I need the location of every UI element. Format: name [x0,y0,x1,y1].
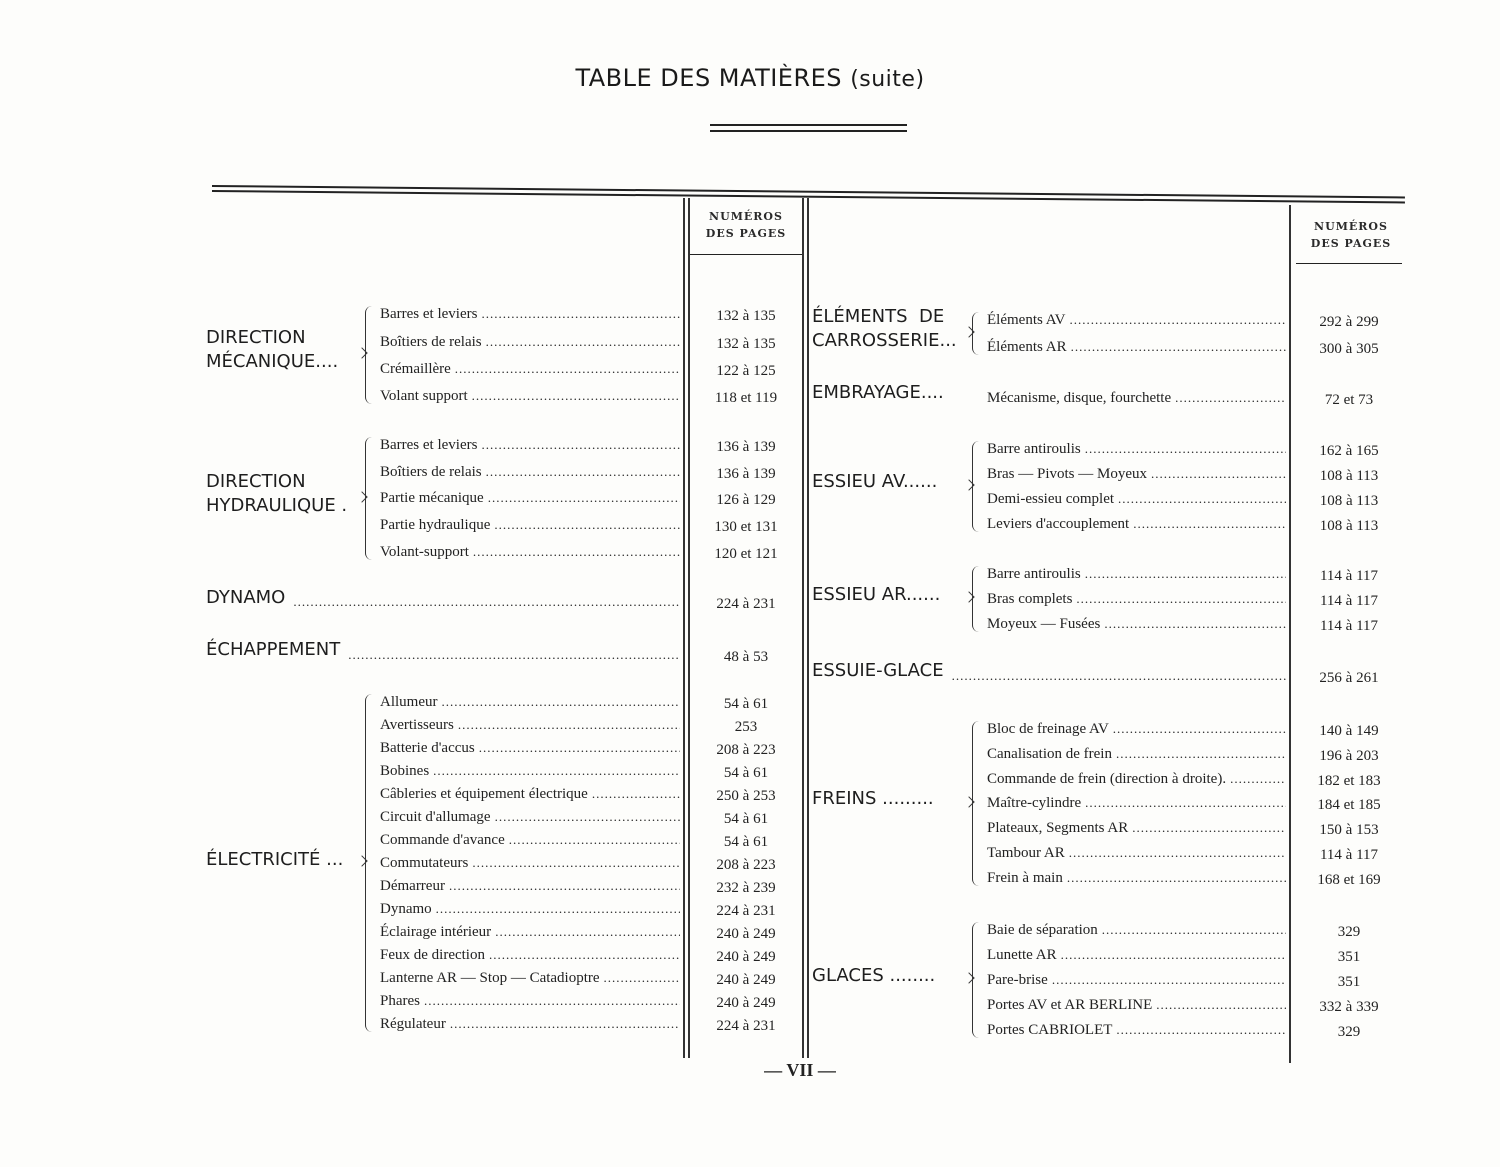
toc-entry [380,876,680,896]
toc-entry [987,719,1286,739]
toc-entry [380,488,680,508]
page-range: 120 et 121 [714,546,778,562]
toc-entry [380,304,680,324]
left-pages-header: NUMÉROS DES PAGES [705,210,787,240]
toc-entry [380,968,680,988]
page-range: 240 à 249 [716,972,776,988]
section-heading: ÉLÉMENTS DE CARROSSERIE... [812,306,957,351]
toc-entry [987,464,1286,484]
entry-label: Câbleries et équipement électrique [380,786,588,802]
toc-entry [380,899,680,919]
page-range: 332 à 339 [1319,999,1379,1015]
toc-entry [987,744,1286,764]
title-suffix: (suite) [850,67,925,92]
toc-entry [380,761,680,781]
page-range: 292 à 299 [1319,314,1379,330]
leader-dots [1109,719,1286,739]
leader-dots [1128,818,1286,838]
toc-entry [380,462,680,482]
page-range: 132 à 135 [716,336,776,352]
entry-label: Régulateur [380,1016,446,1032]
grouping-brace [972,566,979,632]
leader-dots [1065,843,1286,863]
leader-dots [1057,945,1286,965]
entry-label: Portes CABRIOLET [987,1022,1113,1038]
page-range: 329 [1337,924,1361,940]
toc-entry [380,922,680,942]
page-range: 224 à 231 [716,596,776,612]
entry-label: Volant-support [380,544,469,560]
entry-label: Plateaux, Segments AR [987,820,1129,836]
leader-dots [432,899,680,919]
entry-label: Bloc de freinage AV [987,721,1109,737]
leader-dots [1129,514,1286,534]
entry-label: Éléments AV [987,312,1066,328]
page-range: 136 à 139 [716,439,776,455]
entry-label: Barres et leviers [380,437,478,453]
leader-dots [588,784,680,804]
toc-entry [987,589,1286,609]
leader-dots [477,435,680,455]
leader-dots [1171,388,1286,408]
entry-label: Portes AV et AR BERLINE [987,997,1153,1013]
entry-label: Frein à main [987,870,1063,886]
entry-label: Batterie d'accus [380,740,475,756]
entry-label: Partie hydraulique [380,517,491,533]
leader-dots [1152,995,1286,1015]
leader-dots [1067,337,1286,357]
entry-label: Éclairage intérieur [380,924,492,940]
page-range: 136 à 139 [716,466,776,482]
page-range: 329 [1337,1024,1361,1040]
section-heading: ÉLECTRICITÉ ... [206,849,344,870]
grouping-brace [365,306,372,404]
page-range: 168 et 169 [1317,872,1381,888]
grouping-brace [365,437,372,560]
grouping-brace [972,721,979,886]
leader-dots [429,761,680,781]
leader-dots [438,692,681,712]
entry-label: Maître-cylindre [987,795,1082,811]
leader-dots [1065,310,1286,330]
page-range: 118 et 119 [714,390,778,406]
page-range: 54 à 61 [723,696,769,712]
grouping-brace [972,922,979,1038]
entry-label: Bras complets [987,591,1073,607]
leader-dots [446,1014,680,1034]
toc-entry [380,692,680,712]
page-range: 208 à 223 [716,742,776,758]
leader-dots [491,807,680,827]
toc-entry [380,435,680,455]
leader-dots [1112,744,1286,764]
page-range: 256 à 261 [1319,670,1379,686]
entry-label: Dynamo [380,901,432,917]
toc-entry [987,793,1286,813]
page-range: 132 à 135 [716,308,776,324]
toc-entry [380,807,680,827]
toc-entry [987,614,1286,634]
entry-label: Phares [380,993,420,1009]
toc-entry [987,843,1286,863]
leader-dots [482,462,680,482]
leader-dots [1081,564,1286,584]
title-text: TABLE DES MATIÈRES [575,64,843,92]
page-range: 114 à 117 [1319,618,1379,634]
page-range: 54 à 61 [723,834,769,850]
toc-entry [987,489,1286,509]
section-heading: EMBRAYAGE.... [812,382,944,403]
entry-label: Moyeux — Fusées [987,616,1101,632]
entry-label: Pare-brise [987,972,1048,988]
center-divider-1 [802,198,804,1058]
page-range: 162 à 165 [1319,443,1379,459]
entry-label: Bobines [380,763,430,779]
toc-entry [987,388,1286,408]
page-range: 114 à 117 [1319,847,1379,863]
leader-dots [600,968,680,988]
leader-dots [948,666,1286,686]
leader-dots [1226,769,1286,789]
page-range: 72 et 73 [1324,392,1374,408]
toc-entry [987,920,1286,940]
entry-label: Crémaillère [380,361,451,377]
page-range: 196 à 203 [1319,748,1379,764]
entry-label: Barres et leviers [380,306,478,322]
entry-label: Volant support [380,388,468,404]
grouping-brace [972,441,979,532]
page-range: 126 à 129 [716,492,776,508]
section-heading: DIRECTION MÉCANIQUE.... [206,327,339,372]
page-range: 240 à 249 [716,995,776,1011]
entry-label: Avertisseurs [380,717,454,733]
page-range: 250 à 253 [716,788,776,804]
toc-entry [987,868,1286,888]
leader-dots [469,542,680,562]
page-range: 108 à 113 [1319,518,1379,534]
toc-entry [987,337,1286,357]
dotted-leader [289,592,680,612]
leader-dots [1081,439,1286,459]
section-heading: ESSUIE-GLACE [812,660,944,681]
toc-entry [380,1014,680,1034]
leader-dots [475,738,680,758]
toc-entry [380,830,680,850]
toc-entry [380,359,680,379]
leader-dots [485,945,680,965]
toc-entry [380,853,680,873]
leader-dots [491,922,680,942]
entry-label: Lunette AR [987,947,1057,963]
page-range: 351 [1337,949,1361,965]
leader-dots [468,386,680,406]
section-heading: FREINS ......... [812,788,934,809]
page-range: 54 à 61 [723,765,769,781]
entry-label: Commande de frein (direction à droite). [987,771,1227,787]
leader-dots [445,876,680,896]
section-heading: ESSIEU AR...... [812,584,941,605]
leader-dots [484,488,680,508]
page-range: 224 à 231 [716,903,776,919]
toc-entry [380,386,680,406]
page-range: 182 et 183 [1317,773,1381,789]
page-range: 208 à 223 [716,857,776,873]
toc-entry [380,945,680,965]
toc-entry [987,514,1286,534]
leader-dots [490,515,680,535]
entry-label: Barre antiroulis [987,441,1081,457]
toc-entry [987,439,1286,459]
toc-entry [380,515,680,535]
toc-entry [987,945,1286,965]
right-pages-header: NUMÉROS DES PAGES [1310,220,1392,250]
page-number: — VII — [764,1060,836,1080]
leader-dots [420,991,680,1011]
section-heading: ESSIEU AV...... [812,471,938,492]
left-pages-divider-1 [683,198,685,1058]
entry-label: Boîtiers de relais [380,334,482,350]
entry-label: Bras — Pivots — Moyeux [987,466,1148,482]
entry-label: Partie mécanique [380,490,484,506]
section-heading: DYNAMO [206,587,286,608]
right-header-rule [1296,263,1402,264]
dotted-leader [948,666,1286,686]
leader-dots [1098,920,1286,940]
page-range: 140 à 149 [1319,723,1379,739]
leader-dots [1072,589,1286,609]
page-range: 300 à 305 [1319,341,1379,357]
leader-dots [1100,614,1286,634]
entry-label: Lanterne AR — Stop — Catadioptre [380,970,600,986]
toc-entry [987,769,1286,789]
entry-label: Allumeur [380,694,438,710]
toc-entry [380,332,680,352]
section-heading: DIRECTION HYDRAULIQUE . [206,471,348,516]
leader-dots [1147,464,1286,484]
leader-dots [1063,868,1286,888]
entry-label: Mécanisme, disque, fourchette [987,390,1172,406]
page-range: 122 à 125 [716,363,776,379]
entry-label: Commutateurs [380,855,469,871]
page-range: 114 à 117 [1319,593,1379,609]
entry-label: Circuit d'allumage [380,809,491,825]
page-range: 48 à 53 [723,649,769,665]
page-range: 150 à 153 [1319,822,1379,838]
leader-dots [1048,970,1286,990]
entry-label: Commande d'avance [380,832,505,848]
entry-label: Demi-essieu complet [987,491,1115,507]
toc-entry [987,818,1286,838]
grouping-brace [365,694,372,1032]
page-range: 240 à 249 [716,949,776,965]
leader-dots [289,592,680,612]
leader-dots [1112,1020,1286,1040]
left-header-rule [690,254,802,255]
grouping-brace [972,312,979,355]
toc-entry [987,995,1286,1015]
center-divider-2 [807,198,809,1058]
section-heading: GLACES ........ [812,965,936,986]
toc-entry [380,542,680,562]
page-range: 351 [1337,974,1361,990]
entry-label: Démarreur [380,878,445,894]
title-underline-2 [710,130,907,132]
entry-label: Tambour AR [987,845,1065,861]
page-range: 224 à 231 [716,1018,776,1034]
leader-dots [1081,793,1286,813]
page-range: 253 [734,719,758,735]
toc-entry [380,784,680,804]
page-range: 130 et 131 [714,519,778,535]
page-range: 184 et 185 [1317,797,1381,813]
page-title [0,64,1500,92]
entry-label: Éléments AR [987,339,1067,355]
leader-dots [451,359,680,379]
toc-entry [987,970,1286,990]
entry-label: Canalisation de frein [987,746,1112,762]
entry-label: Leviers d'accouplement [987,516,1130,532]
leader-dots [482,332,680,352]
page-range: 114 à 117 [1319,568,1379,584]
toc-entry [987,564,1286,584]
toc-entry [380,715,680,735]
section-heading: ÉCHAPPEMENT [206,639,341,660]
page-range: 108 à 113 [1319,493,1379,509]
toc-entry [380,991,680,1011]
entry-label: Feux de direction [380,947,485,963]
leader-dots [1114,489,1286,509]
entry-label: Boîtiers de relais [380,464,482,480]
leader-dots [468,853,680,873]
page-range: 232 à 239 [716,880,776,896]
title-underline-1 [710,124,907,126]
page-range: 240 à 249 [716,926,776,942]
leader-dots [505,830,680,850]
entry-label: Barre antiroulis [987,566,1081,582]
toc-entry [380,738,680,758]
toc-entry [987,310,1286,330]
dotted-leader [344,645,680,665]
right-pages-divider [1289,205,1291,1063]
toc-entry [987,1020,1286,1040]
leader-dots [344,645,680,665]
leader-dots [477,304,680,324]
leader-dots [454,715,680,735]
page-range: 108 à 113 [1319,468,1379,484]
entry-label: Baie de séparation [987,922,1098,938]
page-range: 54 à 61 [723,811,769,827]
